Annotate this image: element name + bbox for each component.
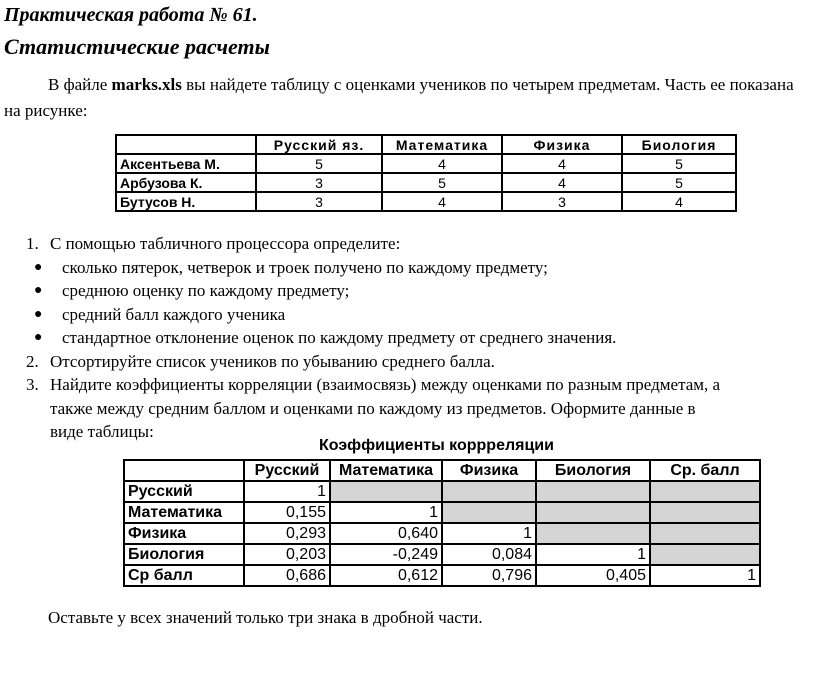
bullet-icon: ● <box>34 306 43 322</box>
footer-note: Оставьте у всех значений только три знака в дробной части. <box>48 608 483 627</box>
corr-value: 1 <box>650 565 760 586</box>
grade-cell: 3 <box>256 192 382 211</box>
correlation-table-title: Коэффициенты коррреляции <box>319 437 554 454</box>
corr-header-cell: Физика <box>442 460 536 481</box>
corr-value: 0,084 <box>442 544 536 565</box>
corr-value: 0,612 <box>330 565 442 586</box>
grade-cell: 5 <box>622 173 736 192</box>
grade-cell: 5 <box>382 173 502 192</box>
corr-row-label: Ср балл <box>124 565 244 586</box>
corr-header-cell: Математика <box>330 460 442 481</box>
corr-empty-cell <box>650 481 760 502</box>
corr-row <box>124 523 760 544</box>
task-text: Найдите коэффициенты корреляции (взаимосвязь) между оценками по разным предметам, а <box>50 375 721 394</box>
corr-value: 0,405 <box>536 565 650 586</box>
corr-corner-cell <box>124 460 244 481</box>
corr-empty-cell <box>650 544 760 565</box>
corr-value: 1 <box>330 502 442 523</box>
corr-value: -0,249 <box>330 544 442 565</box>
corr-empty-cell <box>330 481 442 502</box>
marks-row <box>116 192 736 211</box>
correlation-table <box>123 459 761 587</box>
task-text: виде таблицы: <box>50 422 154 441</box>
task-number: 3. <box>26 375 39 394</box>
intro-before: В файле <box>48 75 112 94</box>
task-number: 1. <box>26 234 39 253</box>
corr-value: 0,155 <box>244 502 330 523</box>
corr-value: 0,640 <box>330 523 442 544</box>
grade-cell: 5 <box>622 154 736 173</box>
task-text: также между средним баллом и оценками по каждому из предметов. Оформите данные в <box>50 398 696 418</box>
student-name: Бутусов Н. <box>116 192 256 211</box>
marks-row <box>116 154 736 173</box>
grade-cell: 4 <box>382 154 502 173</box>
grade-cell: 5 <box>256 154 382 173</box>
corr-value: 1 <box>536 544 650 565</box>
corr-value: 1 <box>442 523 536 544</box>
corr-header-cell: Ср. балл <box>650 460 760 481</box>
bullet-icon: ● <box>34 330 43 345</box>
corr-row <box>124 502 760 523</box>
student-name: Аксентьева М. <box>116 154 256 173</box>
grade-cell: 4 <box>502 154 622 173</box>
corr-empty-cell <box>536 523 650 544</box>
corr-header-row <box>124 460 760 481</box>
grade-cell: 4 <box>502 173 622 192</box>
corr-empty-cell <box>536 502 650 523</box>
task-number: 2. <box>26 351 39 371</box>
bullet-text: средний балл каждого ученика <box>62 304 286 324</box>
corr-row-label: Русский <box>124 481 244 502</box>
marks-header-cell: Русский яз. <box>256 135 382 154</box>
corr-row-label: Физика <box>124 523 244 544</box>
corr-empty-cell <box>650 502 760 523</box>
corr-row <box>124 481 760 502</box>
marks-header-row <box>116 135 736 154</box>
corr-row-label: Биология <box>124 544 244 565</box>
intro-after: вы найдете таблицу с оценками учеников по четырем предметам. Часть ее показана на рисунке: <box>4 75 794 120</box>
bullet-text: сколько пятерок, четверок и троек получено по каждому предмету; <box>62 257 548 277</box>
marks-row <box>116 173 736 192</box>
corr-empty-cell <box>536 481 650 502</box>
marks-header-cell: Биология <box>622 135 736 154</box>
grade-cell: 4 <box>622 192 736 211</box>
corr-row-label: Математика <box>124 502 244 523</box>
corr-value: 0,293 <box>244 523 330 544</box>
corr-empty-cell <box>442 502 536 523</box>
corr-value: 1 <box>244 481 330 502</box>
marks-header-cell: Математика <box>382 135 502 154</box>
corr-row <box>124 565 760 586</box>
intro-paragraph <box>4 72 812 124</box>
bullet-text: стандартное отклонение оценок по каждому предмету от среднего значения. <box>62 328 617 347</box>
corr-header-cell: Русский <box>244 460 330 481</box>
task-text: С помощью табличного процессора определите: <box>50 234 401 253</box>
grade-cell: 4 <box>382 192 502 211</box>
practical-work-title: Практическая работа № 61. <box>4 4 258 26</box>
topic-title: Статистические расчеты <box>4 34 270 59</box>
corr-value: 0,203 <box>244 544 330 565</box>
task-text: Отсортируйте список учеников по убыванию среднего балла. <box>50 351 495 371</box>
bullet-icon: ● <box>34 259 43 275</box>
student-name: Арбузова К. <box>116 173 256 192</box>
grade-cell: 3 <box>502 192 622 211</box>
marks-corner-cell <box>116 135 256 154</box>
corr-value: 0,686 <box>244 565 330 586</box>
corr-row <box>124 544 760 565</box>
corr-empty-cell <box>442 481 536 502</box>
intro-filename: marks.xls <box>111 75 182 94</box>
corr-header-cell: Биология <box>536 460 650 481</box>
marks-header-cell: Физика <box>502 135 622 154</box>
bullet-text: среднюю оценку по каждому предмету; <box>62 281 350 300</box>
grade-cell: 3 <box>256 173 382 192</box>
corr-value: 0,796 <box>442 565 536 586</box>
marks-table <box>115 134 737 212</box>
bullet-icon: ● <box>34 283 43 298</box>
corr-empty-cell <box>650 523 760 544</box>
